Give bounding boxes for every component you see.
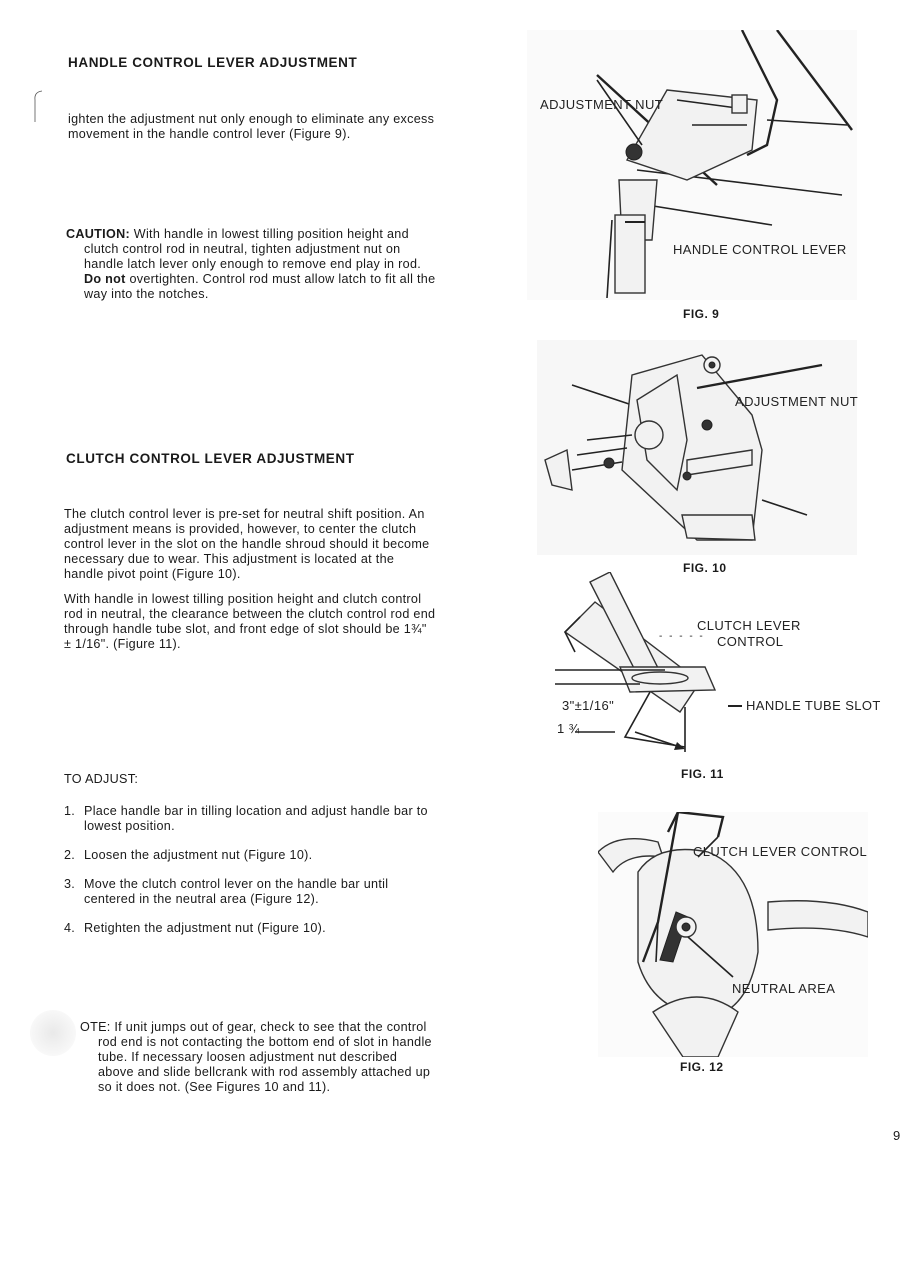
figure-12 — [598, 812, 868, 1057]
caution-block — [66, 227, 438, 312]
label-handle-control-lever: HANDLE CONTROL LEVER — [673, 242, 847, 257]
label-adjustment-nut: ADJUSTMENT NUT — [540, 97, 664, 112]
figure-9 — [527, 30, 857, 300]
label-adjustment-nut: ADJUSTMENT NUT — [735, 394, 859, 409]
figure-10 — [537, 340, 857, 555]
adjust-steps — [64, 804, 438, 950]
label-clutch-control: CONTROL — [717, 634, 784, 649]
caution-bold: Do not — [84, 272, 126, 286]
dimension-a: 3"±1/16" — [562, 698, 615, 713]
leader-line — [625, 221, 645, 223]
step-item: 1. Place handle bar in tilling location and adjust handle bar to lowest position. — [64, 804, 428, 833]
leader-line — [728, 705, 742, 707]
step-item: 4. Retighten the adjustment nut (Figure 10). — [64, 921, 326, 935]
note-paragraph: OTE: If unit jumps out of gear, check to see that the control rod end is not contacting the bottom end of slot in handle tube. If necessary loosen adjustment nut described above and slide bellcrank with rod assembly attached up so it does not. (See Figures 10 and 11). — [80, 1020, 432, 1094]
handle-control-paragraph: ighten the adjustment nut only enough to eliminate any excess movement in the handle control lever (Figure 9). — [68, 112, 435, 141]
label-neutral-area: NEUTRAL AREA — [732, 981, 836, 996]
handle-control-body — [68, 112, 438, 152]
caution-text-a: With handle in lowest tilling position height and clutch control rod in neutral, tighten adjustment nut on handle latch lever only enough to remove end play in rod. — [84, 227, 422, 271]
clutch-control-body — [64, 507, 436, 662]
figure-11 — [555, 572, 801, 760]
figure-10-drawing — [537, 340, 857, 555]
caution-paragraph — [66, 227, 438, 302]
fig10-caption: FIG. 10 — [683, 561, 727, 575]
page-number: 9 — [893, 1128, 901, 1143]
figure-9-drawing — [527, 30, 857, 300]
fig9-caption: FIG. 9 — [683, 307, 720, 321]
dropcap-fragment — [30, 88, 42, 122]
dotted-leader: - - - - - — [659, 631, 705, 642]
dimension-b: 1 ¾ — [557, 721, 580, 736]
label-clutch-lever-control: CLUTCH LEVER CONTROL — [693, 844, 868, 859]
step-item: 2. Loosen the adjustment nut (Figure 10). — [64, 848, 313, 862]
clutch-paragraph-1: The clutch control lever is pre-set for neutral shift position. An adjustment means is provided, however, to center the clutch control lever in the slot on the handle shroud should it become necessary due to wear. This adjustment is located at the handle pivot point (Figure 10). — [64, 507, 430, 581]
fig12-caption: FIG. 12 — [680, 1060, 724, 1074]
clutch-paragraph-2: With handle in lowest tilling position height and clutch control rod in neutral, the clearance between the clutch control rod end through handle tube slot, and front edge of slot should be 1¾" ± 1/16". (Figure 11). — [64, 592, 436, 651]
scan-blemish — [30, 1010, 76, 1056]
step-item: 3. Move the clutch control lever on the handle bar until centered in the neutral area (Figure 12). — [64, 877, 389, 906]
note-block — [80, 1020, 436, 1105]
label-handle-tube-slot: HANDLE TUBE SLOT — [746, 698, 881, 713]
caution-text-b: overtighten. Control rod must allow latch to fit all the way into the notches. — [84, 272, 436, 301]
to-adjust-label: TO ADJUST: — [64, 772, 139, 786]
fig11-caption: FIG. 11 — [681, 767, 724, 781]
label-clutch-lever: CLUTCH LEVER — [697, 618, 801, 633]
figure-11-drawing — [555, 572, 755, 760]
caution-label: CAUTION: — [66, 227, 130, 241]
section-heading-handle-control: HANDLE CONTROL LEVER ADJUSTMENT — [68, 55, 358, 70]
section-heading-clutch-control: CLUTCH CONTROL LEVER ADJUSTMENT — [66, 451, 355, 466]
